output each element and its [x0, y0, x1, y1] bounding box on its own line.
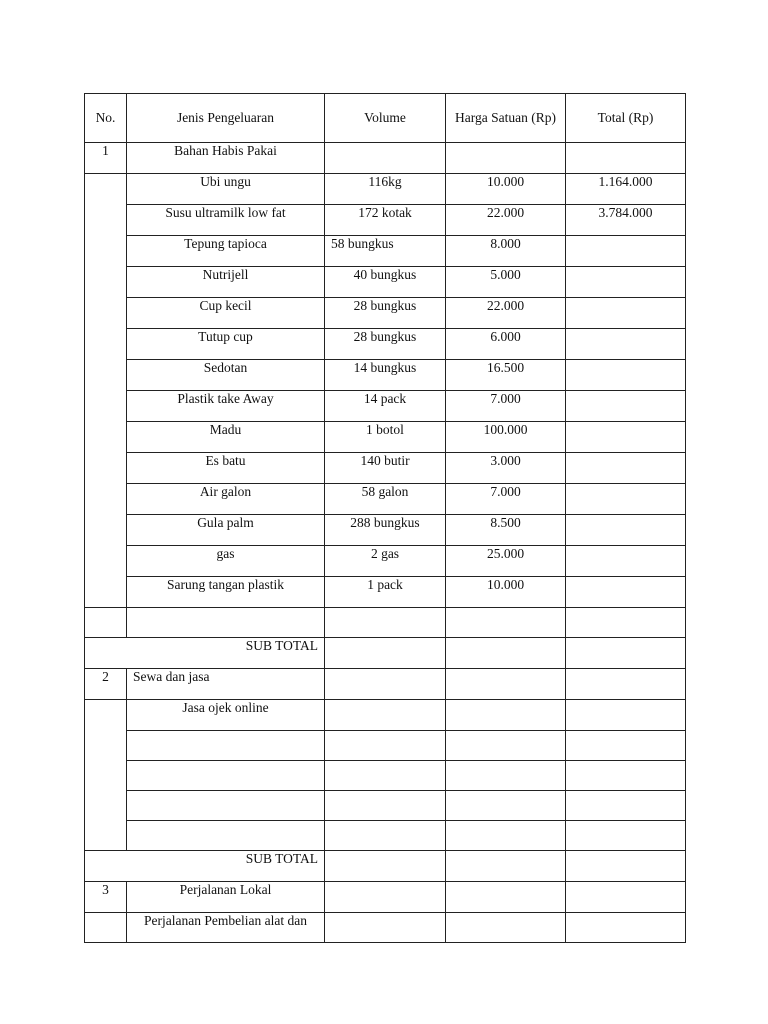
header-no: No. — [85, 94, 127, 143]
item-harga: 7.000 — [446, 484, 566, 515]
section2-item-row — [85, 700, 686, 731]
empty-cell — [446, 638, 566, 669]
item-harga: 3.000 — [446, 453, 566, 484]
section1-subtotal-label: SUB TOTAL — [85, 638, 325, 669]
item-harga: 10.000 — [446, 174, 566, 205]
empty-cell — [127, 731, 325, 761]
item-jenis: Cup kecil — [127, 298, 325, 329]
table-row — [85, 577, 686, 608]
empty-cell — [566, 851, 686, 882]
item-total — [566, 484, 686, 515]
item-total — [566, 546, 686, 577]
item-volume: 288 bungkus — [325, 515, 446, 546]
empty-cell — [127, 791, 325, 821]
table-row — [85, 267, 686, 298]
empty-cell — [325, 821, 446, 851]
section2-blank-row — [85, 821, 686, 851]
table-row — [85, 515, 686, 546]
empty-cell — [446, 851, 566, 882]
empty-cell — [325, 851, 446, 882]
header-jenis: Jenis Pengeluaran — [127, 94, 325, 143]
table-row — [85, 453, 686, 484]
header-volume: Volume — [325, 94, 446, 143]
empty-cell — [446, 791, 566, 821]
item-total — [566, 236, 686, 267]
item-volume: 28 bungkus — [325, 329, 446, 360]
section1-title: Bahan Habis Pakai — [127, 143, 325, 174]
empty-cell — [127, 608, 325, 638]
empty-cell — [325, 700, 446, 731]
empty-cell — [127, 761, 325, 791]
empty-cell — [566, 143, 686, 174]
empty-cell — [446, 669, 566, 700]
section1-blank-row — [85, 608, 686, 638]
item-harga: 7.000 — [446, 391, 566, 422]
item-volume: 58 bungkus — [325, 236, 446, 267]
item-jenis: Madu — [127, 422, 325, 453]
section3-number: 3 — [85, 882, 127, 913]
table-row — [85, 422, 686, 453]
section2-subtotal-label: SUB TOTAL — [85, 851, 325, 882]
item-total — [566, 515, 686, 546]
table-row — [85, 546, 686, 577]
empty-cell — [446, 700, 566, 731]
section2-title-row — [85, 669, 686, 700]
section2-blank-row — [85, 791, 686, 821]
item-harga: 6.000 — [446, 329, 566, 360]
item-harga: 5.000 — [446, 267, 566, 298]
section2-merged-no — [85, 700, 127, 851]
item-harga: 22.000 — [446, 205, 566, 236]
item-total — [566, 360, 686, 391]
section3-item-row — [85, 913, 686, 943]
section3-title-row — [85, 882, 686, 913]
item-harga: 100.000 — [446, 422, 566, 453]
item-total — [566, 298, 686, 329]
item-jenis: Sarung tangan plastik — [127, 577, 325, 608]
empty-cell — [566, 638, 686, 669]
table-header-row — [85, 94, 686, 143]
empty-cell — [566, 700, 686, 731]
section2-blank-row — [85, 761, 686, 791]
section1-merged-no — [85, 174, 127, 608]
item-jenis: gas — [127, 546, 325, 577]
expense-table — [84, 93, 686, 943]
table-row — [85, 360, 686, 391]
item-jenis: Air galon — [127, 484, 325, 515]
item-volume: 14 pack — [325, 391, 446, 422]
section2-subtotal-row — [85, 851, 686, 882]
item-harga: 25.000 — [446, 546, 566, 577]
section2-blank-row — [85, 731, 686, 761]
item-volume: 2 gas — [325, 546, 446, 577]
empty-cell — [446, 608, 566, 638]
table-row — [85, 391, 686, 422]
item-volume: 14 bungkus — [325, 360, 446, 391]
item-jenis: Susu ultramilk low fat — [127, 205, 325, 236]
empty-cell — [325, 882, 446, 913]
empty-cell — [127, 821, 325, 851]
empty-cell — [446, 761, 566, 791]
item-volume: 116kg — [325, 174, 446, 205]
section3-title: Perjalanan Lokal — [127, 882, 325, 913]
empty-cell — [566, 882, 686, 913]
section3-item1: Perjalanan Pembelian alat dan — [127, 913, 325, 943]
table-row — [85, 329, 686, 360]
item-jenis: Tepung tapioca — [127, 236, 325, 267]
item-total — [566, 577, 686, 608]
empty-cell — [325, 669, 446, 700]
table-row — [85, 236, 686, 267]
section1-subtotal-row — [85, 638, 686, 669]
item-harga: 8.500 — [446, 515, 566, 546]
item-jenis: Tutup cup — [127, 329, 325, 360]
item-volume: 1 botol — [325, 422, 446, 453]
item-volume: 58 galon — [325, 484, 446, 515]
section1-number: 1 — [85, 143, 127, 174]
empty-cell — [446, 913, 566, 943]
empty-cell — [325, 791, 446, 821]
empty-cell — [325, 638, 446, 669]
empty-cell — [325, 731, 446, 761]
empty-cell — [566, 761, 686, 791]
item-jenis: Plastik take Away — [127, 391, 325, 422]
table-row — [85, 298, 686, 329]
header-harga: Harga Satuan (Rp) — [446, 94, 566, 143]
item-jenis: Gula palm — [127, 515, 325, 546]
item-volume: 28 bungkus — [325, 298, 446, 329]
empty-cell — [85, 913, 127, 943]
empty-cell — [446, 821, 566, 851]
empty-cell — [566, 791, 686, 821]
item-jenis: Ubi ungu — [127, 174, 325, 205]
item-jenis: Sedotan — [127, 360, 325, 391]
item-total: 3.784.000 — [566, 205, 686, 236]
empty-cell — [566, 821, 686, 851]
item-total — [566, 422, 686, 453]
table-row — [85, 205, 686, 236]
empty-cell — [325, 761, 446, 791]
item-total: 1.164.000 — [566, 174, 686, 205]
item-total — [566, 267, 686, 298]
section1-title-row — [85, 143, 686, 174]
section2-number: 2 — [85, 669, 127, 700]
table-row — [85, 484, 686, 515]
item-total — [566, 329, 686, 360]
section2-title: Sewa dan jasa — [127, 669, 325, 700]
item-volume: 172 kotak — [325, 205, 446, 236]
empty-cell — [325, 143, 446, 174]
item-total — [566, 391, 686, 422]
empty-cell — [325, 913, 446, 943]
item-volume: 1 pack — [325, 577, 446, 608]
empty-cell — [446, 143, 566, 174]
empty-cell — [566, 608, 686, 638]
item-total — [566, 453, 686, 484]
empty-cell — [325, 608, 446, 638]
empty-cell — [566, 669, 686, 700]
empty-cell — [85, 608, 127, 638]
section2-item1: Jasa ojek online — [127, 700, 325, 731]
item-harga: 10.000 — [446, 577, 566, 608]
header-total: Total (Rp) — [566, 94, 686, 143]
table-row — [85, 174, 686, 205]
item-harga: 8.000 — [446, 236, 566, 267]
empty-cell — [446, 731, 566, 761]
item-jenis: Nutrijell — [127, 267, 325, 298]
empty-cell — [446, 882, 566, 913]
item-harga: 22.000 — [446, 298, 566, 329]
item-volume: 40 bungkus — [325, 267, 446, 298]
empty-cell — [566, 913, 686, 943]
item-jenis: Es batu — [127, 453, 325, 484]
empty-cell — [566, 731, 686, 761]
item-harga: 16.500 — [446, 360, 566, 391]
item-volume: 140 butir — [325, 453, 446, 484]
